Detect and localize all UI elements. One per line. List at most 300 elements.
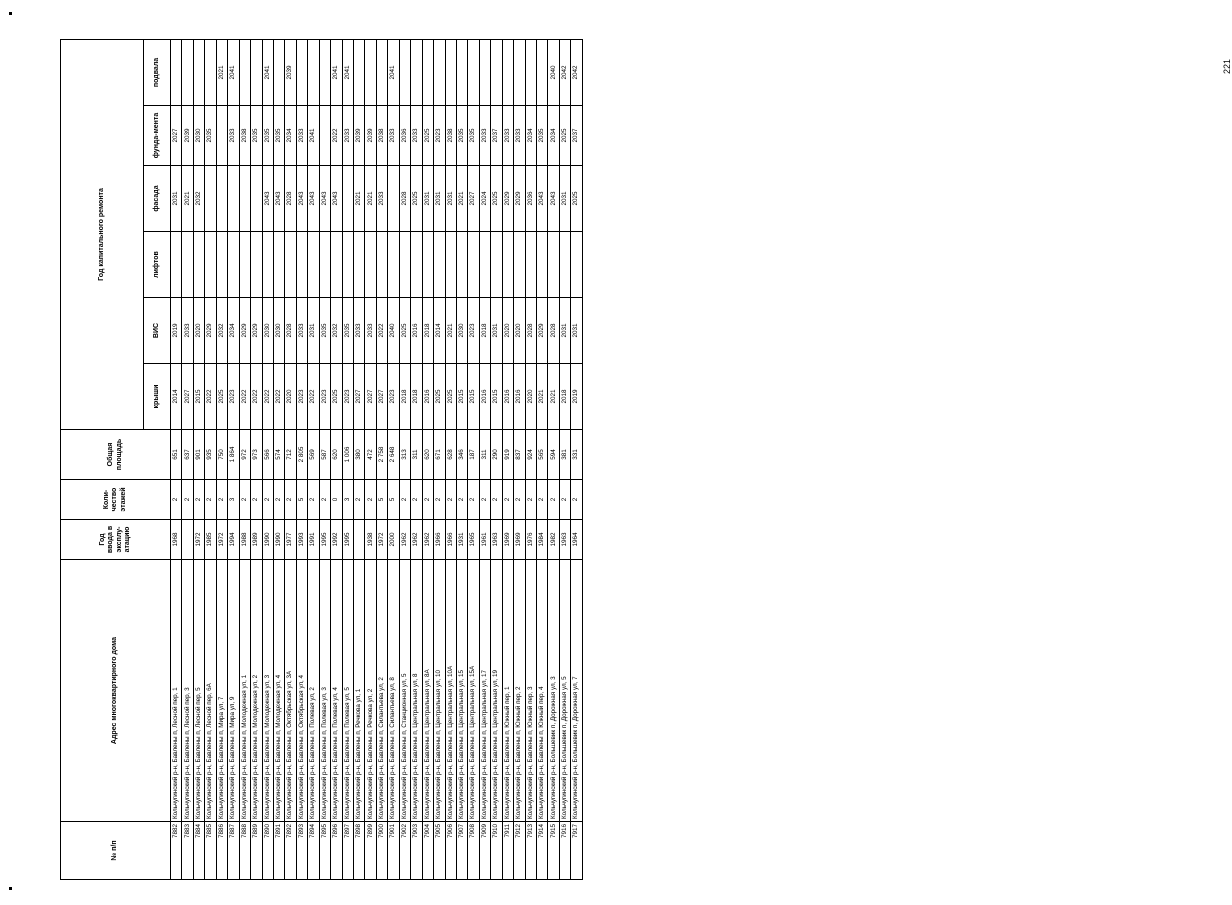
cell-no: 7892 <box>285 822 296 880</box>
cell-floors: 3 <box>342 480 353 520</box>
cell-area: 187 <box>468 430 479 480</box>
table-row <box>525 39 536 879</box>
cell-basement <box>182 39 193 105</box>
cell-floors: 5 <box>296 480 307 520</box>
cell-year: 1962 <box>422 520 433 560</box>
cell-floors: 2 <box>216 480 227 520</box>
table-row <box>491 39 502 879</box>
cell-floors: 2 <box>273 480 284 520</box>
cell-lifts <box>559 232 570 298</box>
cell-no: 7884 <box>193 822 204 880</box>
table-row <box>285 39 296 879</box>
cell-roof: 2015 <box>468 364 479 430</box>
cell-basement <box>171 39 182 105</box>
cell-vis: 2030 <box>273 298 284 364</box>
cell-year: 1972 <box>216 520 227 560</box>
cell-lifts <box>216 232 227 298</box>
table-row <box>376 39 387 879</box>
table-row <box>514 39 525 879</box>
cell-basement: 2040 <box>548 39 559 105</box>
cell-area: 1 006 <box>342 430 353 480</box>
cell-roof: 2023 <box>342 364 353 430</box>
cell-facade <box>342 166 353 232</box>
cell-year: 1965 <box>468 520 479 560</box>
cell-foundation: 2033 <box>228 106 239 166</box>
cell-address: Кольчугинский р-н, Бавлены п, Центральная ул, 10А <box>445 560 456 822</box>
cell-vis: 2028 <box>525 298 536 364</box>
cell-foundation: 2035 <box>262 106 273 166</box>
cell-foundation <box>319 106 330 166</box>
table-row <box>365 39 376 879</box>
cell-facade: 2031 <box>422 166 433 232</box>
cell-roof: 2020 <box>285 364 296 430</box>
cell-floors: 2 <box>491 480 502 520</box>
cell-year: 1931 <box>456 520 467 560</box>
cell-facade <box>228 166 239 232</box>
cell-lifts <box>228 232 239 298</box>
cell-no: 7885 <box>205 822 216 880</box>
cell-area: 628 <box>445 430 456 480</box>
rotated-table-container <box>60 40 600 880</box>
cell-lifts <box>491 232 502 298</box>
cell-facade: 2031 <box>559 166 570 232</box>
cell-address: Кольчугинский р-н, Бавлены п, Силантьева ул, 8 <box>388 560 399 822</box>
cell-foundation: 2025 <box>422 106 433 166</box>
cell-no: 7896 <box>331 822 342 880</box>
cell-area: 671 <box>434 430 445 480</box>
cell-lifts <box>342 232 353 298</box>
cell-area: 594 <box>548 430 559 480</box>
cell-floors: 3 <box>228 480 239 520</box>
cell-floors: 2 <box>411 480 422 520</box>
cell-facade: 2024 <box>479 166 490 232</box>
cell-year: 1966 <box>445 520 456 560</box>
cell-lifts <box>502 232 513 298</box>
cell-roof: 2027 <box>376 364 387 430</box>
cell-facade <box>251 166 262 232</box>
cell-area: 750 <box>216 430 227 480</box>
table-body <box>171 39 583 879</box>
cell-vis: 2033 <box>354 298 365 364</box>
cell-floors: 2 <box>308 480 319 520</box>
header-address: Адрес многоквартирного дома <box>61 560 171 822</box>
cell-vis: 2020 <box>193 298 204 364</box>
cell-foundation: 2034 <box>548 106 559 166</box>
cell-address: Кольчугинский р-н, Большевик п, Дорожная ул, 7 <box>571 560 582 822</box>
cell-foundation: 2038 <box>445 106 456 166</box>
cell-no: 7893 <box>296 822 307 880</box>
cell-floors: 2 <box>548 480 559 520</box>
header-lifts: лифтов <box>144 232 171 298</box>
cell-address: Кольчугинский р-н, Бавлены п, Октябрьская ул, 3А <box>285 560 296 822</box>
cell-vis: 2020 <box>514 298 525 364</box>
cell-basement: 2042 <box>571 39 582 105</box>
cell-vis: 2021 <box>445 298 456 364</box>
cell-floors: 2 <box>468 480 479 520</box>
cell-facade: 2032 <box>193 166 204 232</box>
table-row <box>342 39 353 879</box>
cell-floors: 5 <box>388 480 399 520</box>
cell-year: 1968 <box>171 520 182 560</box>
cell-year: 1982 <box>548 520 559 560</box>
cell-year: 1984 <box>537 520 548 560</box>
cell-area: 311 <box>411 430 422 480</box>
cell-floors: 0 <box>331 480 342 520</box>
cell-facade: 2036 <box>525 166 536 232</box>
cell-facade: 2028 <box>399 166 410 232</box>
cell-area: 587 <box>319 430 330 480</box>
cell-facade: 2031 <box>434 166 445 232</box>
table-row <box>411 39 422 879</box>
cell-vis: 2018 <box>479 298 490 364</box>
cell-lifts <box>239 232 250 298</box>
cell-lifts <box>388 232 399 298</box>
cell-foundation: 2033 <box>342 106 353 166</box>
cell-foundation: 2030 <box>193 106 204 166</box>
cell-year: 1961 <box>479 520 490 560</box>
cell-basement <box>365 39 376 105</box>
cell-address: Кольчугинский р-н, Бавлены п, Южный пер, 1 <box>502 560 513 822</box>
cell-lifts <box>205 232 216 298</box>
cell-roof: 2020 <box>525 364 536 430</box>
cell-facade: 2043 <box>331 166 342 232</box>
cell-year: 1992 <box>331 520 342 560</box>
cell-address: Кольчугинский р-н, Бавлены п, Южный пер, 4 <box>537 560 548 822</box>
cell-lifts <box>182 232 193 298</box>
cell-foundation: 2041 <box>308 106 319 166</box>
cell-area: 381 <box>559 430 570 480</box>
cell-facade: 2043 <box>548 166 559 232</box>
cell-floors: 2 <box>571 480 582 520</box>
cell-roof: 2027 <box>182 364 193 430</box>
cell-no: 7908 <box>468 822 479 880</box>
cell-no: 7903 <box>411 822 422 880</box>
cell-roof: 2027 <box>354 364 365 430</box>
cell-basement <box>502 39 513 105</box>
cell-year: 1994 <box>228 520 239 560</box>
cell-no: 7901 <box>388 822 399 880</box>
cell-vis: 2033 <box>182 298 193 364</box>
table-row <box>331 39 342 879</box>
cell-no: 7906 <box>445 822 456 880</box>
table-row <box>479 39 490 879</box>
cell-basement <box>537 39 548 105</box>
cell-floors: 2 <box>205 480 216 520</box>
cell-address: Кольчугинский р-н, Бавлены п, Южный пер, 2 <box>514 560 525 822</box>
table-row <box>308 39 319 879</box>
cell-floors: 2 <box>171 480 182 520</box>
cell-year: 1995 <box>342 520 353 560</box>
table-row <box>456 39 467 879</box>
cell-area: 837 <box>514 430 525 480</box>
cell-address: Кольчугинский р-н, Бавлены п, Лесной пер, 3 <box>182 560 193 822</box>
cell-foundation: 2037 <box>491 106 502 166</box>
cell-facade: 2033 <box>376 166 387 232</box>
cell-lifts <box>548 232 559 298</box>
cell-no: 7900 <box>376 822 387 880</box>
table-row <box>262 39 273 879</box>
cell-floors: 2 <box>182 480 193 520</box>
cell-foundation: 2034 <box>525 106 536 166</box>
cell-no: 7890 <box>262 822 273 880</box>
cell-vis: 2016 <box>411 298 422 364</box>
cell-basement: 2041 <box>331 39 342 105</box>
cell-basement <box>411 39 422 105</box>
cell-basement: 2041 <box>262 39 273 105</box>
cell-vis: 2019 <box>171 298 182 364</box>
cell-vis: 2031 <box>571 298 582 364</box>
cell-facade: 2025 <box>571 166 582 232</box>
cell-address: Кольчугинский р-н, Бавлены п, Центральная ул, 10 <box>434 560 445 822</box>
cell-vis: 2030 <box>262 298 273 364</box>
table-row <box>273 39 284 879</box>
cell-foundation: 2039 <box>182 106 193 166</box>
cell-area: 924 <box>525 430 536 480</box>
header-floors: Коли-чество этажей <box>61 480 171 520</box>
cell-no: 7886 <box>216 822 227 880</box>
cell-roof: 2025 <box>434 364 445 430</box>
table-row <box>239 39 250 879</box>
cell-vis: 2029 <box>239 298 250 364</box>
cell-vis: 2031 <box>491 298 502 364</box>
cell-address: Кольчугинский р-н, Бавлены п, Центральная ул, 8А <box>422 560 433 822</box>
cell-foundation: 2033 <box>479 106 490 166</box>
cell-basement <box>525 39 536 105</box>
cell-facade: 2029 <box>514 166 525 232</box>
cell-address: Кольчугинский р-н, Бавлены п, Южный пер, 3 <box>525 560 536 822</box>
cell-foundation: 2035 <box>205 106 216 166</box>
scan-mark <box>9 12 12 15</box>
page-number: 221 <box>1222 58 1232 74</box>
cell-area: 712 <box>285 430 296 480</box>
cell-address: Кольчугинский р-н, Бавлены п, Речкова ул, 2 <box>365 560 376 822</box>
cell-area: 2 758 <box>376 430 387 480</box>
cell-facade <box>239 166 250 232</box>
cell-facade: 2025 <box>411 166 422 232</box>
table-row <box>422 39 433 879</box>
cell-roof: 2015 <box>193 364 204 430</box>
cell-area: 2 805 <box>296 430 307 480</box>
cell-roof: 2018 <box>559 364 570 430</box>
cell-foundation: 2035 <box>537 106 548 166</box>
cell-facade: 2043 <box>308 166 319 232</box>
cell-address: Кольчугинский р-н, Большевик п, Дорожная ул, 3 <box>548 560 559 822</box>
cell-area: 935 <box>205 430 216 480</box>
cell-facade <box>205 166 216 232</box>
cell-vis: 2020 <box>502 298 513 364</box>
cell-year: 1990 <box>262 520 273 560</box>
cell-year <box>354 520 365 560</box>
cell-address: Кольчугинский р-н, Бавлены п, Центральная ул, 17 <box>479 560 490 822</box>
cell-foundation: 2023 <box>434 106 445 166</box>
cell-foundation: 2033 <box>296 106 307 166</box>
cell-basement <box>193 39 204 105</box>
capital-repair-table <box>60 39 583 880</box>
cell-year: 1995 <box>319 520 330 560</box>
cell-no: 7915 <box>548 822 559 880</box>
cell-roof: 2022 <box>239 364 250 430</box>
header-foundation: фунда-мента <box>144 106 171 166</box>
cell-lifts <box>273 232 284 298</box>
cell-no: 7911 <box>502 822 513 880</box>
cell-vis: 2035 <box>319 298 330 364</box>
cell-year: 2000 <box>388 520 399 560</box>
cell-area: 919 <box>502 430 513 480</box>
cell-year: 1988 <box>239 520 250 560</box>
cell-roof: 2025 <box>445 364 456 430</box>
cell-floors: 2 <box>193 480 204 520</box>
cell-facade: 2028 <box>285 166 296 232</box>
cell-vis: 2023 <box>468 298 479 364</box>
table-row <box>502 39 513 879</box>
cell-vis: 2033 <box>296 298 307 364</box>
cell-facade: 2021 <box>182 166 193 232</box>
cell-roof: 2015 <box>491 364 502 430</box>
cell-area: 651 <box>171 430 182 480</box>
cell-roof: 2021 <box>548 364 559 430</box>
cell-facade: 2043 <box>273 166 284 232</box>
cell-basement <box>491 39 502 105</box>
cell-address: Кольчугинский р-н, Бавлены п, Молодежная ул, 3 <box>262 560 273 822</box>
cell-roof: 2022 <box>205 364 216 430</box>
cell-lifts <box>193 232 204 298</box>
cell-basement <box>514 39 525 105</box>
cell-foundation: 2035 <box>273 106 284 166</box>
cell-no: 7917 <box>571 822 582 880</box>
cell-basement <box>273 39 284 105</box>
cell-floors: 2 <box>285 480 296 520</box>
cell-lifts <box>468 232 479 298</box>
cell-lifts <box>171 232 182 298</box>
cell-address: Кольчугинский р-н, Бавлены п, Центральная ул, 8 <box>411 560 422 822</box>
table-row <box>548 39 559 879</box>
cell-no: 7895 <box>319 822 330 880</box>
cell-year: 1962 <box>399 520 410 560</box>
cell-floors: 2 <box>514 480 525 520</box>
cell-roof: 2016 <box>514 364 525 430</box>
cell-foundation: 2039 <box>365 106 376 166</box>
cell-roof: 2019 <box>571 364 582 430</box>
cell-vis: 2030 <box>456 298 467 364</box>
cell-year: 1964 <box>571 520 582 560</box>
table-row <box>205 39 216 879</box>
cell-lifts <box>331 232 342 298</box>
header-repair-group: Год капитального ремонта <box>61 39 144 429</box>
cell-no: 7916 <box>559 822 570 880</box>
cell-basement <box>468 39 479 105</box>
cell-address: Кольчугинский р-н, Бавлены п, Центральная ул, 15 <box>456 560 467 822</box>
cell-year: 1963 <box>559 520 570 560</box>
cell-facade: 2027 <box>468 166 479 232</box>
cell-facade: 2043 <box>537 166 548 232</box>
cell-no: 7894 <box>308 822 319 880</box>
cell-foundation: 2036 <box>399 106 410 166</box>
cell-address: Кольчугинский р-н, Бавлены п, Октябрьская ул, 4 <box>296 560 307 822</box>
cell-basement: 2041 <box>342 39 353 105</box>
cell-address: Кольчугинский р-н, Бавлены п, Полевая ул, 4 <box>331 560 342 822</box>
table-row <box>251 39 262 879</box>
cell-area: 1 864 <box>228 430 239 480</box>
cell-foundation: 2035 <box>251 106 262 166</box>
cell-address: Кольчугинский р-н, Бавлены п, Молодежная ул, 2 <box>251 560 262 822</box>
cell-floors: 2 <box>525 480 536 520</box>
table-row <box>445 39 456 879</box>
cell-foundation: 2038 <box>376 106 387 166</box>
cell-year: 1990 <box>273 520 284 560</box>
header-area: Общая площадь <box>61 430 171 480</box>
scan-mark <box>9 887 12 890</box>
cell-floors: 2 <box>239 480 250 520</box>
cell-year: 1989 <box>251 520 262 560</box>
cell-foundation: 2025 <box>559 106 570 166</box>
cell-area: 2 648 <box>388 430 399 480</box>
cell-no: 7913 <box>525 822 536 880</box>
header-roof: крыши <box>144 364 171 430</box>
cell-roof: 2021 <box>537 364 548 430</box>
cell-no: 7889 <box>251 822 262 880</box>
cell-area: 311 <box>479 430 490 480</box>
cell-no: 7887 <box>228 822 239 880</box>
cell-roof: 2022 <box>251 364 262 430</box>
cell-roof: 2025 <box>331 364 342 430</box>
cell-address: Кольчугинский р-н, Бавлены п, Лесной пер, 5 <box>193 560 204 822</box>
cell-facade: 2031 <box>171 166 182 232</box>
cell-year: 1985 <box>205 520 216 560</box>
cell-lifts <box>422 232 433 298</box>
cell-roof: 2023 <box>228 364 239 430</box>
cell-address: Кольчугинский р-н, Бавлены п, Лесной пер, 1 <box>171 560 182 822</box>
cell-roof: 2018 <box>411 364 422 430</box>
table-row <box>399 39 410 879</box>
cell-lifts <box>571 232 582 298</box>
table-row <box>171 39 182 879</box>
header-basement: подвала <box>144 39 171 105</box>
cell-basement <box>308 39 319 105</box>
cell-facade: 2021 <box>456 166 467 232</box>
cell-address: Кольчугинский р-н, Бавлены п, Полевая ул, 3 <box>319 560 330 822</box>
cell-lifts <box>376 232 387 298</box>
cell-address: Кольчугинский р-н, Бавлены п, Полевая ул, 5 <box>342 560 353 822</box>
cell-address: Кольчугинский р-н, Большевик п, Дорожная ул, 5 <box>559 560 570 822</box>
cell-year: 1963 <box>491 520 502 560</box>
cell-basement: 2039 <box>285 39 296 105</box>
cell-basement <box>205 39 216 105</box>
cell-vis: 2025 <box>399 298 410 364</box>
cell-foundation: 2035 <box>456 106 467 166</box>
cell-lifts <box>319 232 330 298</box>
cell-foundation: 2033 <box>514 106 525 166</box>
cell-vis: 2033 <box>365 298 376 364</box>
cell-lifts <box>262 232 273 298</box>
cell-roof: 2016 <box>479 364 490 430</box>
cell-area: 569 <box>308 430 319 480</box>
cell-floors: 2 <box>456 480 467 520</box>
table-row <box>193 39 204 879</box>
table-row <box>571 39 582 879</box>
cell-no: 7899 <box>365 822 376 880</box>
cell-address: Кольчугинский р-н, Бавлены п, Лесной пер, 6А <box>205 560 216 822</box>
cell-facade: 2043 <box>262 166 273 232</box>
cell-basement <box>251 39 262 105</box>
cell-lifts <box>411 232 422 298</box>
cell-foundation: 2033 <box>411 106 422 166</box>
cell-floors: 2 <box>537 480 548 520</box>
cell-floors: 2 <box>422 480 433 520</box>
cell-year: 1962 <box>411 520 422 560</box>
cell-basement <box>296 39 307 105</box>
cell-foundation: 2033 <box>502 106 513 166</box>
cell-area: 566 <box>262 430 273 480</box>
